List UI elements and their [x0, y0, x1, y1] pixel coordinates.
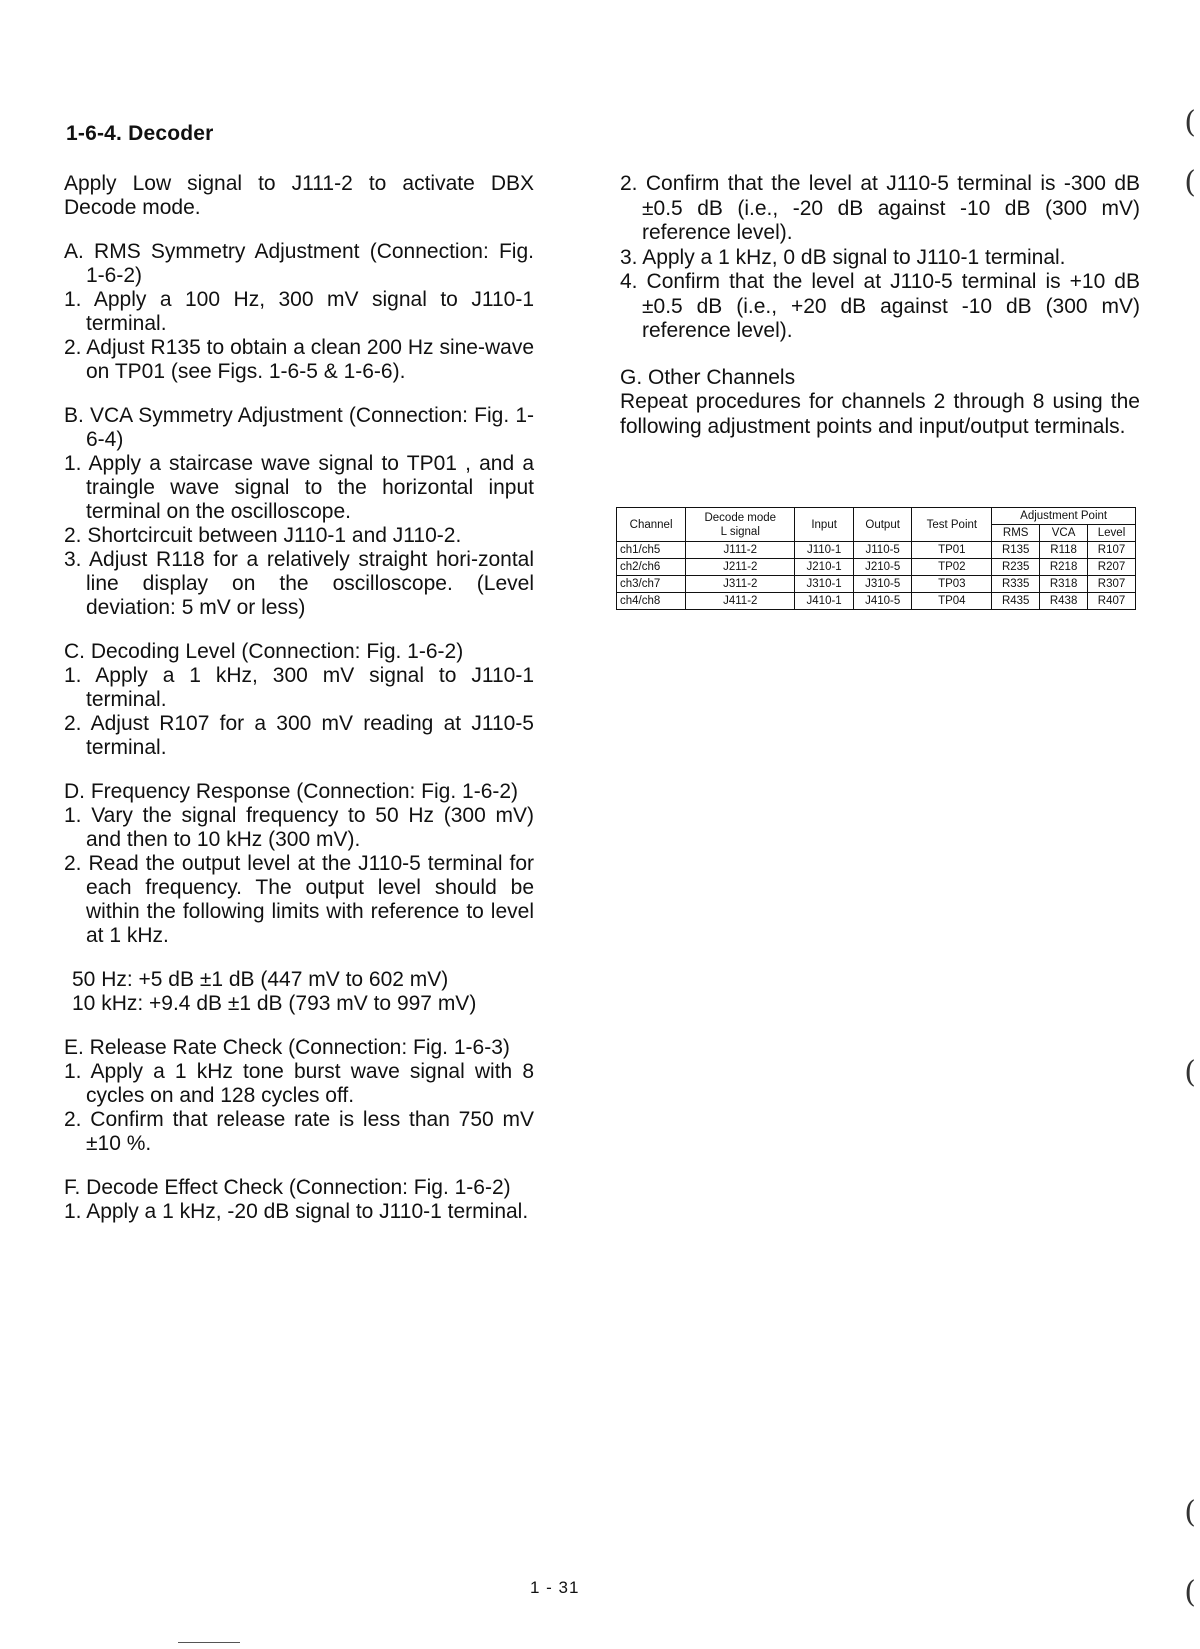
cell-channel: ch3/ch7 — [617, 576, 686, 593]
cell-input: J210-1 — [795, 559, 854, 576]
table-row — [617, 542, 1136, 559]
section-f-step-2: 2. Confirm that the level at J110-5 terminal is -300 dB ±0.5 dB (i.e., -20 dB against -10 dB (300 mV) reference level). — [620, 172, 1140, 244]
cell-vca: R118 — [1040, 542, 1088, 559]
section-d-step-2: 2. Read the output level at the J110-5 terminal for each frequency. The output level should be within the following limits with reference to level at 1 kHz. — [64, 852, 534, 947]
section-d-step-1: 1. Vary the signal frequency to 50 Hz (300 mV) and then to 10 kHz (300 mV). — [64, 804, 534, 851]
adjustment-table — [616, 507, 1136, 610]
cell-rms: R235 — [992, 559, 1040, 576]
section-d — [64, 780, 534, 1016]
cell-output: J110-5 — [853, 542, 912, 559]
section-f-title: F. Decode Effect Check (Connection: Fig. 1-6-2) — [64, 1176, 511, 1199]
section-g-title: G. Other Channels — [620, 365, 796, 389]
table-row — [617, 576, 1136, 593]
section-d-title: D. Frequency Response (Connection: Fig. 1-6-2) — [64, 780, 519, 803]
section-b-step-1: 1. Apply a staircase wave signal to TP01 , and a traingle wave signal to the horizontal input terminal on the oscilloscope. — [64, 452, 534, 523]
cell-level: R207 — [1088, 559, 1136, 576]
cell-decode-mode: J211-2 — [686, 559, 795, 576]
cell-input: J410-1 — [795, 593, 854, 610]
left-column — [64, 172, 534, 1224]
section-f-step-1: 1. Apply a 1 kHz, -20 dB signal to J110-1 terminal. — [64, 1200, 529, 1223]
header-input: Input — [795, 508, 854, 542]
section-a-step-2: 2. Adjust R135 to obtain a clean 200 Hz sine-wave on TP01 (see Figs. 1-6-5 & 1-6-6). — [64, 336, 534, 383]
section-c-title: C. Decoding Level (Connection: Fig. 1-6-2) — [64, 640, 464, 663]
section-a — [64, 240, 534, 384]
table-row — [617, 593, 1136, 610]
cell-vca: R318 — [1040, 576, 1088, 593]
section-b-step-3: 3. Adjust R118 for a relatively straight hori-zontal line display on the oscilloscope. (Level deviation: 5 mV or less) — [64, 548, 534, 619]
cell-rms: R135 — [992, 542, 1040, 559]
header-rms: RMS — [992, 525, 1040, 542]
header-vca: VCA — [1040, 525, 1088, 542]
cell-rms: R335 — [992, 576, 1040, 593]
header-decode-mode-sub: L signal — [720, 525, 760, 538]
cell-output: J310-5 — [853, 576, 912, 593]
cell-level: R407 — [1088, 593, 1136, 610]
cell-level: R307 — [1088, 576, 1136, 593]
section-f-step-3: 3. Apply a 1 kHz, 0 dB signal to J110-1 terminal. — [620, 245, 1066, 269]
frequency-limits — [64, 968, 534, 1016]
header-decode-mode — [686, 508, 795, 542]
section-e-title: E. Release Rate Check (Connection: Fig. 1-6-3) — [64, 1036, 510, 1059]
cell-rms: R435 — [992, 593, 1040, 610]
section-f-step-4: 4. Confirm that the level at J110-5 terminal is +10 dB ±0.5 dB (i.e., +20 dB against -10 dB (300 mV) reference level). — [620, 270, 1140, 342]
header-adjustment-point: Adjustment Point — [992, 508, 1136, 525]
intro-paragraph: Apply Low signal to J111-2 to activate DBX Decode mode. — [64, 172, 534, 219]
cell-level: R107 — [1088, 542, 1136, 559]
binding-edge-mark: ( — [1184, 1055, 1196, 1090]
section-c-step-1: 1. Apply a 1 kHz, 300 mV signal to J110-1 terminal. — [64, 664, 534, 711]
cell-decode-mode: J411-2 — [686, 593, 795, 610]
cell-test-point: TP03 — [912, 576, 992, 593]
table-row — [617, 559, 1136, 576]
limit-50hz: 50 Hz: +5 dB ±1 dB (447 mV to 602 mV) — [72, 968, 449, 991]
cell-vca: R218 — [1040, 559, 1088, 576]
cell-decode-mode: J311-2 — [686, 576, 795, 593]
section-e-step-2: 2. Confirm that release rate is less than 750 mV ±10 %. — [64, 1108, 534, 1155]
cell-output: J210-5 — [853, 559, 912, 576]
section-a-step-1: 1. Apply a 100 Hz, 300 mV signal to J110-1 terminal. — [64, 288, 534, 335]
cell-test-point: TP02 — [912, 559, 992, 576]
cell-output: J410-5 — [853, 593, 912, 610]
page-number: 1 - 31 — [530, 1578, 580, 1597]
header-decode-mode-label: Decode mode — [704, 511, 777, 524]
section-g-text: Repeat procedures for channels 2 through 8 using the following adjustment points and input/output terminals. — [620, 390, 1140, 438]
scan-artifact-line — [178, 1642, 240, 1643]
section-e — [64, 1036, 534, 1156]
limit-10khz: 10 kHz: +9.4 dB ±1 dB (793 mV to 997 mV) — [72, 992, 477, 1015]
header-test-point: Test Point — [912, 508, 992, 542]
cell-channel: ch4/ch8 — [617, 593, 686, 610]
binding-edge-mark: ( — [1184, 165, 1196, 200]
header-channel: Channel — [617, 508, 686, 542]
cell-vca: R438 — [1040, 593, 1088, 610]
section-f — [64, 1176, 534, 1224]
cell-test-point: TP04 — [912, 593, 992, 610]
section-b-step-2: 2. Shortcircuit between J110-1 and J110-2. — [64, 524, 462, 547]
header-output: Output — [853, 508, 912, 542]
cell-decode-mode: J111-2 — [686, 542, 795, 559]
binding-edge-mark: ( — [1184, 105, 1196, 140]
cell-channel: ch2/ch6 — [617, 559, 686, 576]
cell-channel: ch1/ch5 — [617, 542, 686, 559]
section-b — [64, 404, 534, 620]
binding-edge-mark: ( — [1184, 1495, 1196, 1530]
cell-input: J110-1 — [795, 542, 854, 559]
binding-edge-mark: ( — [1184, 1575, 1196, 1610]
section-b-title: B. VCA Symmetry Adjustment (Connection: Fig. 1-6-4) — [64, 404, 534, 451]
section-c-step-2: 2. Adjust R107 for a 300 mV reading at J110-5 terminal. — [64, 712, 534, 759]
right-column — [620, 172, 1140, 439]
section-heading: 1-6-4. Decoder — [66, 122, 214, 145]
section-a-title: A. RMS Symmetry Adjustment (Connection: Fig. 1-6-2) — [64, 240, 534, 287]
cell-input: J310-1 — [795, 576, 854, 593]
section-e-step-1: 1. Apply a 1 kHz tone burst wave signal with 8 cycles on and 128 cycles off. — [64, 1060, 534, 1107]
header-level: Level — [1088, 525, 1136, 542]
cell-test-point: TP01 — [912, 542, 992, 559]
table-header-row — [617, 508, 1136, 525]
section-c — [64, 640, 534, 760]
